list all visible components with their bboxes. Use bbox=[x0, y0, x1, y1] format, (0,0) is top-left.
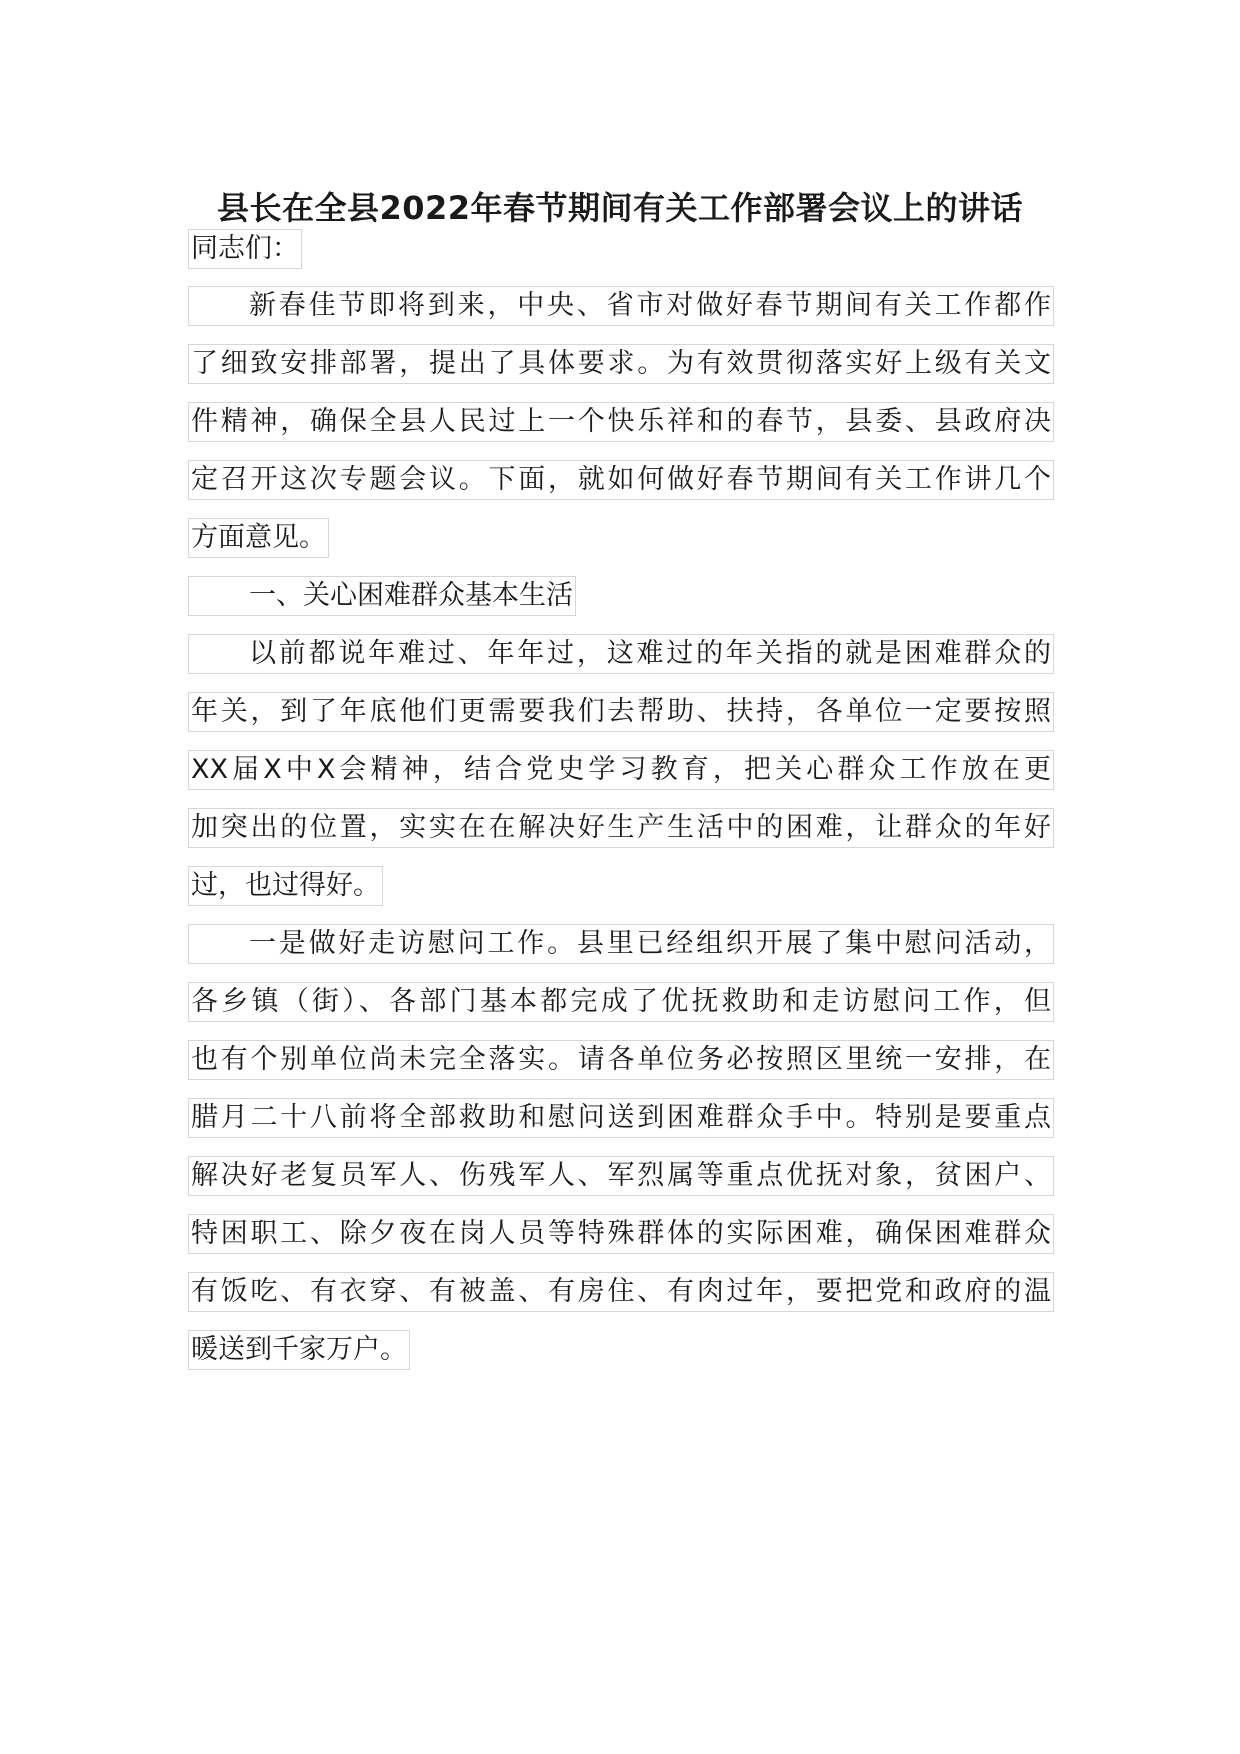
paragraph-line: 特困职工、除夕夜在岗人员等特殊群体的实际困难，确保困难群众 bbox=[188, 1214, 1054, 1254]
paragraph-line: 件精神，确保全县人民过上一个快乐祥和的春节，县委、县政府决 bbox=[188, 402, 1054, 442]
paragraph-line: 了细致安排部署，提出了具体要求。为有效贯彻落实好上级有关文 bbox=[188, 344, 1054, 384]
paragraph-line: 各乡镇（街）、各部门基本都完成了优抚救助和走访慰问工作，但 bbox=[188, 982, 1054, 1022]
paragraph-line: 以前都说年难过、年年过，这难过的年关指的就是困难群众的 bbox=[188, 634, 1054, 674]
section-heading: 一、关心困难群众基本生活 bbox=[188, 576, 576, 616]
paragraph-line: 一是做好走访慰问工作。县里已经组织开展了集中慰问活动， bbox=[188, 924, 1054, 964]
paragraph-line: 方面意见。 bbox=[188, 518, 329, 558]
paragraph-line: 解决好老复员军人、伤残军人、军烈属等重点优抚对象，贫困户、 bbox=[188, 1156, 1054, 1196]
paragraph-line: 也有个别单位尚未完全落实。请各单位务必按照区里统一安排，在 bbox=[188, 1040, 1054, 1080]
paragraph-line: XX届X中X会精神，结合党史学习教育，把关心群众工作放在更 bbox=[188, 750, 1054, 790]
paragraph-line: 腊月二十八前将全部救助和慰问送到困难群众手中。特别是要重点 bbox=[188, 1098, 1054, 1138]
paragraph-line: 加突出的位置，实实在在解决好生产生活中的困难，让群众的年好 bbox=[188, 808, 1054, 848]
paragraph-line: 年关，到了年底他们更需要我们去帮助、扶持，各单位一定要按照 bbox=[188, 692, 1054, 732]
paragraph-line: 定召开这次专题会议。下面，就如何做好春节期间有关工作讲几个 bbox=[188, 460, 1054, 500]
document-title: 县长在全县2022年春节期间有关工作部署会议上的讲话 bbox=[216, 189, 1024, 227]
salutation: 同志们： bbox=[188, 229, 302, 269]
paragraph-line: 过，也过得好。 bbox=[188, 866, 383, 906]
paragraph-line: 暖送到千家万户。 bbox=[188, 1330, 410, 1370]
paragraph-line: 有饭吃、有衣穿、有被盖、有房住、有肉过年，要把党和政府的温 bbox=[188, 1272, 1054, 1312]
paragraph-line: 新春佳节即将到来，中央、省市对做好春节期间有关工作都作 bbox=[188, 286, 1054, 326]
